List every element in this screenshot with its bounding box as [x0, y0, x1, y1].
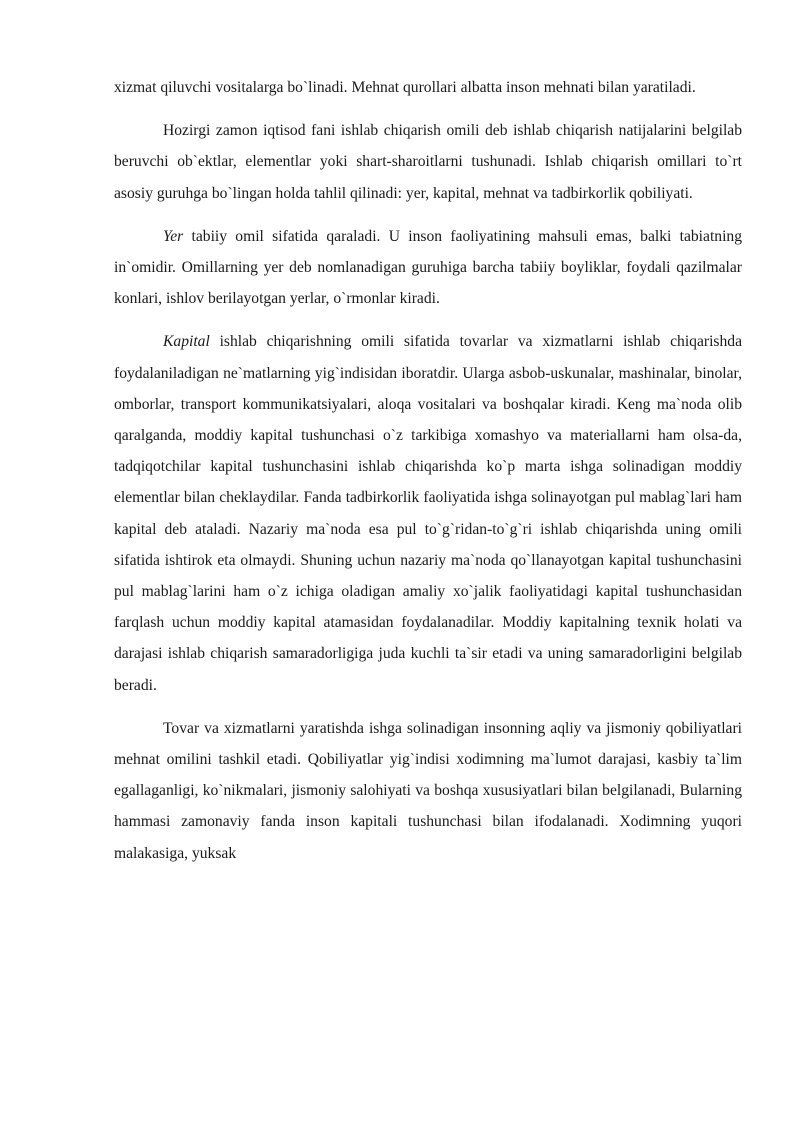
- document-page: [114, 72, 742, 869]
- paragraph-continuation: [114, 72, 742, 103]
- term-land: Yer: [163, 227, 184, 245]
- paragraph-text: Tovar va xizmatlarni yaratishda ishga solinadigan insonning aqliy va jismoniy qobiliyatlari mehnat omilini tashkil etadi. Qobiliyatlar yig`indisi xodimning ma`lumot darajasi, kasbiy ta`lim egallaganligi, ko`nikmalari, jismoniy salohiyati va boshqa xususiyatlari bilan belgilanadi, Bularning hammasi zamonaviy fanda inson kapitali tushunchasi bilan ifodalanadi. Xodimning yuqori malakasiga, yuksak: [114, 719, 742, 862]
- paragraph-text: tabiiy omil sifatida qaraladi. U inson faoliyatining mahsuli emas, balki tabiatning in`omidir. Omillarning yer deb nomlanadigan guruhiga barcha tabiiy boyliklar, foydali qazilmalar konlari, ishlov berilayotgan yerlar, o`rmonlar kiradi.: [114, 227, 742, 308]
- paragraph-text: xizmat qiluvchi vositalarga bo`linadi. Mehnat qurollari albatta inson mehnati bilan yaratiladi.: [114, 79, 696, 96]
- paragraph-text: Hozirgi zamon iqtisod fani ishlab chiqarish omili deb ishlab chiqarish natijalarini belgilab beruvchi ob`ektlar, elementlar yoki shart-sharoitlarni tushunadi. Ishlab chiqarish omillari to`rt asosiy guruhga bo`lingan holda tahlil qilinadi: yer, kapital, mehnat va tadbirkorlik qobiliyati.: [114, 122, 742, 202]
- term-capital: Kapital: [163, 333, 210, 351]
- paragraph-land: [114, 221, 742, 315]
- paragraph-text: ishlab chiqarishning omili sifatida tovarlar va xizmatlarni ishlab chiqarishda foydalaniladigan ne`matlarning yig`indisidan iboratdir. Ularga asbob-uskunalar, mashinalar, binolar, omborlar, transport kommunikatsiyalari, aloqa vositalari va boshqalar kiradi. Keng ma`noda olib qaralganda, moddiy kapital tushunchasi o`z tarkibiga xomashyo va materiallarni ham olsa-da, tadqiqotchilar kapital tushunchasini ishlab chiqarishda ko`p marta ishga solinadigan moddiy elementlar bilan cheklaydilar. Fanda tadbirkorlik faoliyatida ishga solinayotgan pul mablag`lari ham kapital deb ataladi. Nazariy ma`noda esa pul to`g`ridan-to`g`ri ishlab chiqarishda uning omili sifatida ishtirok eta olmaydi. Shuning uchun nazariy ma`noda qo`llanayotgan kapital tushunchasini pul mablag`larini ham o`z ichiga oladigan amaliy xo`jalik faoliyatidagi kapital tushunchasidan farqlash uchun moddiy kapital atamasidan foydalanadilar. Moddiy kapitalning texnik holati va darajasi ishlab chiqarish samaradorligiga juda kuchli ta`sir etadi va uning samaradorligini belgilab beradi.: [114, 333, 742, 694]
- paragraph-labor: [114, 713, 742, 869]
- paragraph-capital: [114, 326, 742, 700]
- paragraph-production-factors: [114, 115, 742, 209]
